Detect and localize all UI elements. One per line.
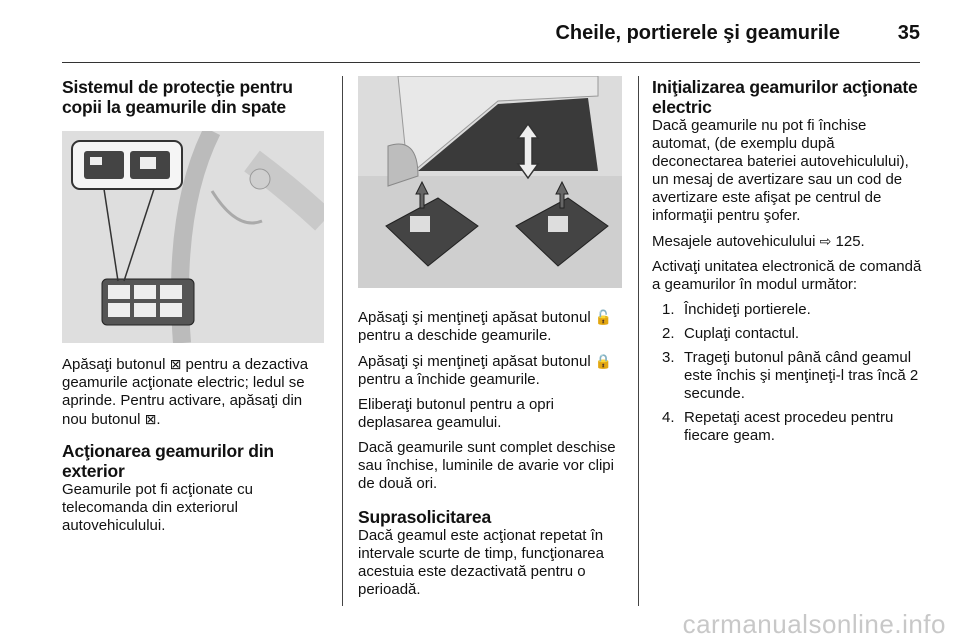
step-number: 3. bbox=[662, 349, 675, 366]
page-reference-arrow-icon: ⇨ bbox=[819, 233, 832, 249]
page-number: 35 bbox=[897, 22, 920, 44]
child-lock-icon: ⊠ bbox=[169, 356, 182, 372]
step-text: Cuplaţi contactul. bbox=[684, 325, 800, 342]
column-2 bbox=[358, 72, 626, 606]
text-fragment: Apăsaţi şi menţineţi apăsat butonul bbox=[358, 353, 595, 370]
section-heading-overload: Suprasolicitarea bbox=[358, 507, 491, 527]
step-number: 2. bbox=[662, 325, 675, 342]
step-number: 1. bbox=[662, 301, 675, 318]
section-heading-initialization: Iniţializarea geamurilor acţionate electric bbox=[652, 77, 918, 117]
step-text: Închideţi portierele. bbox=[684, 301, 811, 318]
column-divider bbox=[342, 76, 343, 606]
paragraph-release-button: Eliberaţi butonul pentru a opri deplasarea geamului. bbox=[358, 396, 554, 431]
text-fragment: Apăsaţi butonul bbox=[62, 356, 170, 373]
paragraph-vehicle-messages bbox=[652, 232, 922, 251]
list-item bbox=[652, 301, 922, 319]
child-lock-icon: ⊠ bbox=[144, 411, 157, 427]
text-fragment: 125. bbox=[831, 233, 865, 250]
list-item bbox=[652, 349, 922, 403]
text-fragment: . bbox=[156, 411, 161, 428]
unlock-icon: 🔓 bbox=[594, 309, 613, 325]
paragraph-initialization-intro: Dacă geamurile nu pot fi închise automat, (de exemplu după deconectarea bateriei autovehiculului), un mesaj de avertizare sau un cod de avertizare este afişat pe centrul de informaţii pentru şofer. bbox=[652, 117, 909, 224]
step-text: Repetaţi acest procedeu pentru fiecare geam. bbox=[684, 409, 894, 444]
step-number: 4. bbox=[662, 409, 675, 426]
page-title: Cheile, portierele şi geamurile bbox=[555, 22, 840, 44]
figure-door-panel-switches bbox=[62, 131, 324, 343]
paragraph-child-lock bbox=[62, 355, 328, 429]
list-item bbox=[652, 409, 922, 445]
text-fragment: pentru a dezactiva geamurile acţionate electric; ledul se aprinde. Pentru activare, apăsaţi din nou butonul bbox=[62, 356, 309, 428]
column-3 bbox=[652, 72, 922, 451]
column-divider bbox=[638, 76, 639, 606]
section-heading-exterior-operation: Acţionarea geamurilor din exterior bbox=[62, 441, 274, 481]
step-text: Trageţi butonul până când geamul este închis şi menţineţi-l tras încă 2 secunde. bbox=[684, 349, 919, 402]
paragraph-overload: Dacă geamul este acţionat repetat în intervale scurte de timp, funcţionarea acestuia este dezactivată pentru o perioadă. bbox=[358, 527, 604, 598]
list-item bbox=[652, 325, 922, 343]
text-fragment: Apăsaţi şi menţineţi apăsat butonul bbox=[358, 309, 595, 326]
text-fragment: pentru a deschide geamurile. bbox=[358, 327, 552, 344]
steps-list bbox=[652, 301, 922, 445]
page-header bbox=[62, 18, 920, 63]
paragraph-exterior-operation: Geamurile pot fi acţionate cu telecomanda din exteriorul autovehiculului. bbox=[62, 481, 253, 534]
lock-icon: 🔒 bbox=[594, 353, 613, 369]
paragraph-close-windows bbox=[358, 352, 626, 389]
paragraph-open-windows bbox=[358, 308, 626, 345]
figure-remote-key-window bbox=[358, 76, 622, 288]
paragraph-hazard-lights: Dacă geamurile sunt complet deschise sau închise, luminile de avarie vor clipi de două ori. bbox=[358, 439, 616, 492]
text-fragment: pentru a închide geamurile. bbox=[358, 371, 540, 388]
section-heading-child-lock: Sistemul de protecţie pentru copii la geamurile din spate bbox=[62, 77, 293, 117]
watermark: carmanualsonline.info bbox=[682, 609, 946, 639]
column-1 bbox=[62, 72, 328, 542]
paragraph-activation: Activaţi unitatea electronică de comandă a geamurilor în modul următor: bbox=[652, 258, 922, 293]
text-fragment: Mesajele autovehiculului bbox=[652, 233, 820, 250]
